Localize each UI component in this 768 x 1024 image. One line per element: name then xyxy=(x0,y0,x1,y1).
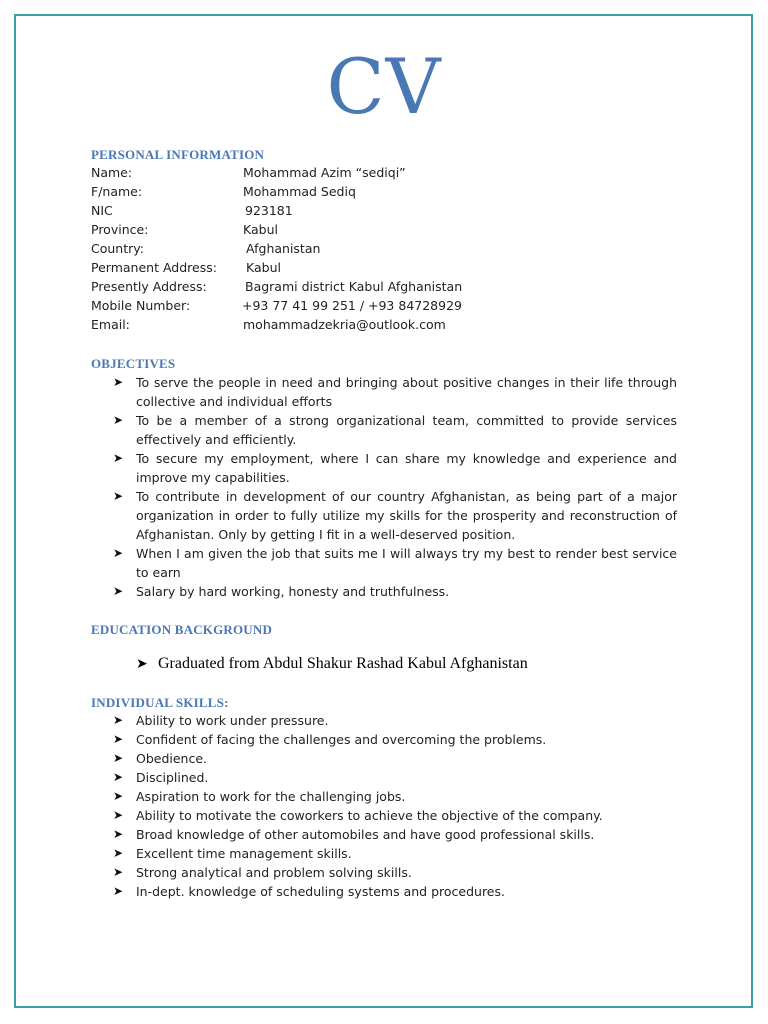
list-item xyxy=(113,825,677,844)
objectives-list xyxy=(113,373,677,601)
list-item-text: Aspiration to work for the challenging jobs. xyxy=(136,789,406,804)
skills-list xyxy=(113,711,677,901)
list-item-text: When I am given the job that suits me I will always try my best to render best service to earn xyxy=(136,546,677,580)
page-title: CV xyxy=(326,42,442,131)
arrow-bullet-icon: ➤ xyxy=(113,751,124,765)
list-item xyxy=(113,787,677,806)
field-value: Bagrami district Kabul Afghanistan xyxy=(245,279,463,294)
list-item xyxy=(113,806,677,825)
arrow-bullet-icon: ➤ xyxy=(113,451,124,465)
arrow-bullet-icon: ➤ xyxy=(113,865,124,879)
list-item xyxy=(113,544,677,582)
arrow-bullet-icon: ➤ xyxy=(113,808,124,822)
list-item xyxy=(113,411,677,449)
list-item-text: Ability to work under pressure. xyxy=(136,713,329,728)
arrow-bullet-icon: ➤ xyxy=(113,489,124,503)
list-item-text: Confident of facing the challenges and overcoming the problems. xyxy=(136,732,547,747)
arrow-bullet-icon: ➤ xyxy=(113,827,124,841)
list-item xyxy=(113,449,677,487)
list-item-text: Ability to motivate the coworkers to achieve the objective of the company. xyxy=(136,808,603,823)
skills-heading: INDIVIDUAL SKILLS: xyxy=(91,695,229,710)
list-item-text: To serve the people in need and bringing about positive changes in their life through collective and individual efforts xyxy=(136,375,677,409)
arrow-bullet-icon: ➤ xyxy=(113,413,124,427)
arrow-bullet-icon: ➤ xyxy=(113,846,124,860)
list-item-text: Strong analytical and problem solving skills. xyxy=(136,865,412,880)
list-item-text: Broad knowledge of other automobiles and have good professional skills. xyxy=(136,827,595,842)
list-item xyxy=(113,711,677,730)
list-item xyxy=(113,863,677,882)
field-value: +93 77 41 99 251 / +93 84728929 xyxy=(242,298,462,313)
list-item xyxy=(113,487,677,544)
field-label: NIC xyxy=(91,203,113,218)
arrow-bullet-icon: ➤ xyxy=(113,884,124,898)
field-value: 923181 xyxy=(245,203,293,218)
list-item xyxy=(113,768,677,787)
list-item-text: To contribute in development of our country Afghanistan, as being part of a major organization in order to fully utilize my skills for the prosperity and reconstruction of Afghanistan. Only by getting I fit in a well-deserved position. xyxy=(136,489,677,542)
arrow-bullet-icon: ➤ xyxy=(113,584,124,598)
field-label: Province: xyxy=(91,222,149,237)
arrow-bullet-icon: ➤ xyxy=(113,732,124,746)
list-item xyxy=(113,844,677,863)
arrow-bullet-icon: ➤ xyxy=(136,657,148,672)
list-item-text: In-dept. knowledge of scheduling systems and procedures. xyxy=(136,884,505,899)
field-value: Kabul xyxy=(243,222,278,237)
education-item xyxy=(136,653,528,676)
education-heading: EDUCATION BACKGROUND xyxy=(91,622,273,637)
arrow-bullet-icon: ➤ xyxy=(113,713,124,727)
arrow-bullet-icon: ➤ xyxy=(113,770,124,784)
field-value: Afghanistan xyxy=(246,241,321,256)
list-item-text: To secure my employment, where I can share my knowledge and experience and improve my capabilities. xyxy=(136,451,677,485)
personal-information-heading: PERSONAL INFORMATION xyxy=(91,147,265,162)
field-label: Mobile Number: xyxy=(91,298,191,313)
list-item-text: Disciplined. xyxy=(136,770,209,785)
list-item xyxy=(113,749,677,768)
field-value: Kabul xyxy=(246,260,281,275)
list-item xyxy=(113,730,677,749)
list-item-text: Excellent time management skills. xyxy=(136,846,352,861)
field-value: mohammadzekria@outlook.com xyxy=(243,317,446,332)
list-item xyxy=(113,582,677,601)
list-item-text: Obedience. xyxy=(136,751,208,766)
field-label: F/name: xyxy=(91,184,143,199)
field-label: Country: xyxy=(91,241,144,256)
field-value: Mohammad Azim “sediqi” xyxy=(243,165,406,180)
objectives-heading: OBJECTIVES xyxy=(91,356,176,371)
field-label: Presently Address: xyxy=(91,279,207,294)
arrow-bullet-icon: ➤ xyxy=(113,546,124,560)
list-item-text: To be a member of a strong organizational team, committed to provide services effectively and efficiently. xyxy=(136,413,677,447)
arrow-bullet-icon: ➤ xyxy=(113,789,124,803)
field-label: Permanent Address: xyxy=(91,260,217,275)
education-item-text: Graduated from Abdul Shakur Rashad Kabul Afghanistan xyxy=(158,655,528,672)
field-value: Mohammad Sediq xyxy=(243,184,356,199)
arrow-bullet-icon: ➤ xyxy=(113,375,124,389)
list-item-text: Salary by hard working, honesty and truthfulness. xyxy=(136,584,450,599)
list-item xyxy=(113,373,677,411)
list-item xyxy=(113,882,677,901)
field-label: Email: xyxy=(91,317,130,332)
field-label: Name: xyxy=(91,165,133,180)
